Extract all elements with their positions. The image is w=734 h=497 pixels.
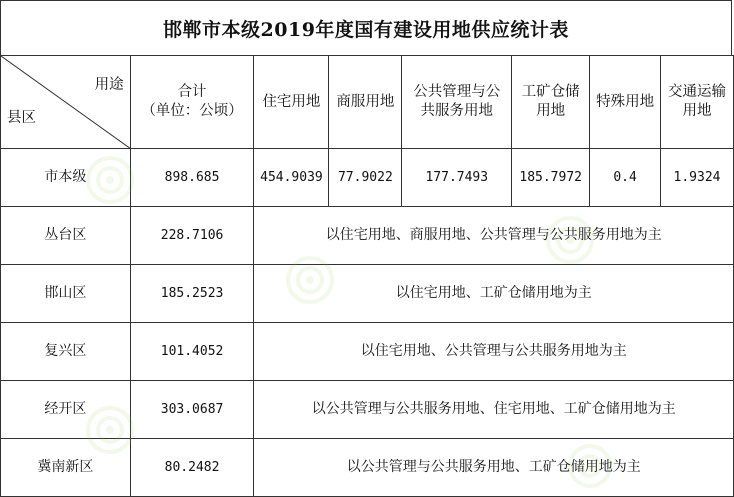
description-cell: 以住宅用地、商服用地、公共管理与公共服务用地为主: [254, 207, 734, 265]
table-row: [1, 265, 734, 323]
total-cell: 228.7106: [130, 207, 254, 265]
table-row: [1, 381, 734, 439]
header-industrial-line1: 工矿仓储: [521, 84, 580, 100]
corner-use-label: 用途: [94, 77, 124, 93]
header-transport-line2: 用地: [682, 103, 712, 119]
description-cell: 以住宅用地、公共管理与公共服务用地为主: [254, 323, 734, 381]
header-transport: [661, 56, 734, 149]
header-industrial: [512, 56, 590, 149]
description-cell: 以公共管理与公共服务用地、工矿仓储用地为主: [254, 439, 734, 497]
header-public-line2: 共服务用地: [420, 103, 494, 119]
header-public: [402, 56, 512, 149]
header-total: [130, 56, 254, 149]
corner-header-cell: [1, 56, 131, 149]
land-supply-table: [0, 55, 734, 497]
row-name-cell: 市本级: [1, 149, 131, 207]
total-cell: 303.0687: [130, 381, 254, 439]
table-row-city: [1, 149, 734, 207]
header-transport-line1: 交通运输: [668, 84, 727, 100]
header-special: 特殊用地: [590, 56, 661, 149]
table-title: 邯郸市本级2019年度国有建设用地供应统计表: [0, 0, 732, 56]
row-name-cell: 邯山区: [1, 265, 131, 323]
header-commercial: 商服用地: [329, 56, 402, 149]
header-total-line2: （单位：公顷）: [141, 103, 243, 119]
row-name-cell: 经开区: [1, 381, 131, 439]
row-name-cell: 丛台区: [1, 207, 131, 265]
table-row: [1, 323, 734, 381]
row-name-cell: 冀南新区: [1, 439, 131, 497]
description-cell: 以公共管理与公共服务用地、住宅用地、工矿仓储用地为主: [254, 381, 734, 439]
residential-cell: 454.9039: [254, 149, 329, 207]
diagonal-divider: [1, 56, 131, 149]
total-cell: 185.2523: [130, 265, 254, 323]
total-cell: 101.4052: [130, 323, 254, 381]
description-cell: 以住宅用地、工矿仓储用地为主: [254, 265, 734, 323]
commercial-cell: 77.9022: [329, 149, 402, 207]
total-cell: 80.2482: [130, 439, 254, 497]
table-row: [1, 439, 734, 497]
total-cell: 898.685: [130, 149, 254, 207]
transport-cell: 1.9324: [661, 149, 734, 207]
special-cell: 0.4: [590, 149, 661, 207]
header-row: [1, 56, 734, 149]
public-cell: 177.7493: [402, 149, 512, 207]
corner-area-label: 县区: [7, 110, 36, 126]
table-row: [1, 207, 734, 265]
industrial-cell: 185.7972: [512, 149, 590, 207]
row-name-cell: 复兴区: [1, 323, 131, 381]
header-total-line1: 合计: [177, 84, 207, 100]
header-residential: 住宅用地: [254, 56, 329, 149]
header-industrial-line2: 用地: [536, 103, 566, 119]
header-public-line1: 公共管理与公: [413, 84, 501, 100]
